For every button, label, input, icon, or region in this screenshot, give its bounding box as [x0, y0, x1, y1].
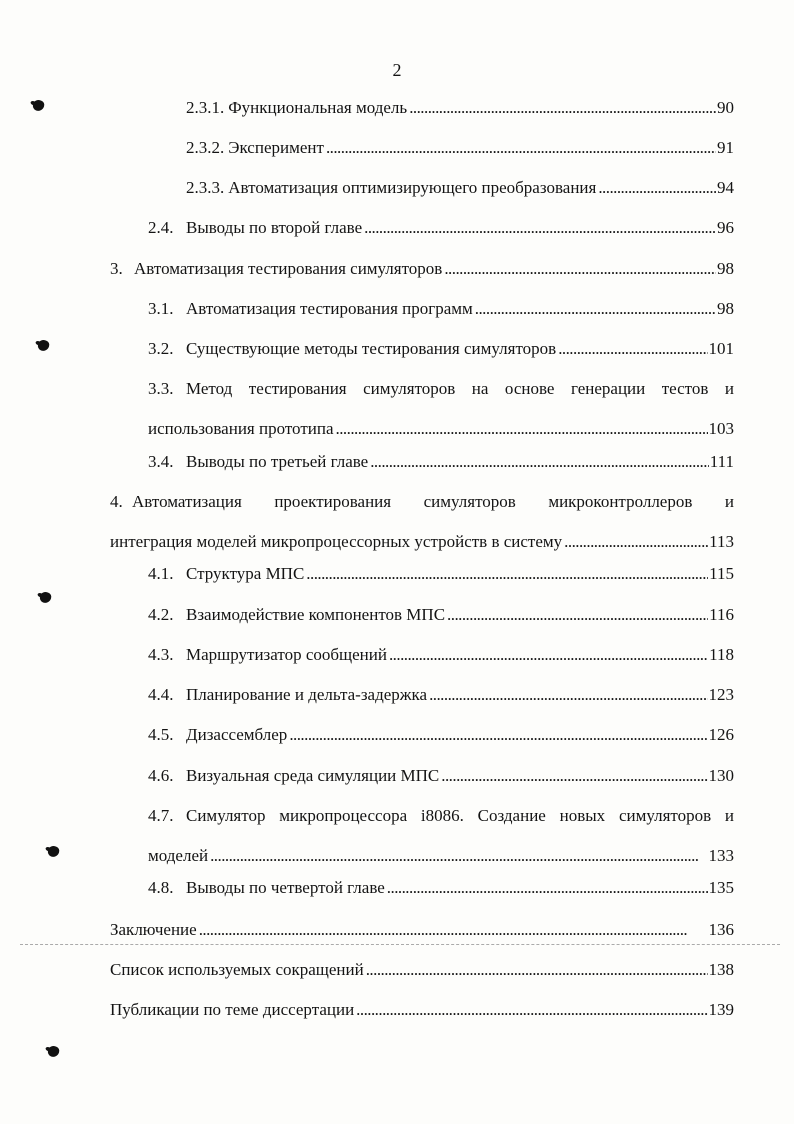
toc-entry-4-4: 4.4. Планирование и дельта-задержка . . . 123 — [148, 683, 734, 707]
toc-entry-2-4: 2.4. Выводы по второй главе . . . 96 — [148, 216, 734, 240]
toc-entry-4-2: 4.2. Взаимодействие компонентов МПС . . . 116 — [148, 603, 734, 627]
toc-entry-4: 4. Автоматизация проектирования симуляторов микроконтроллеров и интеграция моделей микропроцессорных устройств в систему . . . 113 — [110, 490, 734, 554]
toc-entry-publications: Публикации по теме диссертации . . . 139 — [110, 998, 734, 1022]
toc-entry-2-3-1: 2.3.1. Функциональная модель . . . 90 — [186, 96, 734, 120]
toc-entry-3-4: 3.4. Выводы по третьей главе . . . 111 — [148, 450, 734, 474]
toc-entry-3-2: 3.2. Существующие методы тестирования симуляторов . . . 101 — [148, 337, 734, 361]
toc-entry-4-1: 4.1. Структура МПС . . . 115 — [148, 562, 734, 586]
toc-entry-3: 3. Автоматизация тестирования симуляторов . . . 98 — [110, 257, 734, 281]
toc-entry-2-3-3: 2.3.3. Автоматизация оптимизирующего преобразования . . . 94 — [186, 176, 734, 200]
toc-entry-3-3: 3.3. Метод тестирования симуляторов на основе генерации тестов и использования прототипа . . . 103 — [148, 377, 734, 441]
toc-entry-4-7: 4.7. Симулятор микропроцессора i8086. Создание новых симуляторов и моделей . . . 133 — [148, 804, 734, 868]
toc-entry-4-6: 4.6. Визуальная среда симуляции МПС . . . 130 — [148, 764, 734, 788]
toc-entry-4-5: 4.5. Дизассемблер . . . 126 — [148, 723, 734, 747]
toc-entry-abbreviations: Список используемых сокращений . . . 138 — [110, 958, 734, 982]
toc-entry-conclusion: Заключение . . . 136 — [110, 918, 734, 942]
page-number: 2 — [392, 60, 402, 80]
toc-entry-4-8: 4.8. Выводы по четвертой главе . . . 135 — [148, 876, 734, 900]
toc-entry-2-3-2: 2.3.2. Эксперимент . . . 91 — [186, 136, 734, 160]
toc-entry-3-1: 3.1. Автоматизация тестирования программ . . . 98 — [148, 297, 734, 321]
toc-entry-4-3: 4.3. Маршрутизатор сообщений . . . 118 — [148, 643, 734, 667]
